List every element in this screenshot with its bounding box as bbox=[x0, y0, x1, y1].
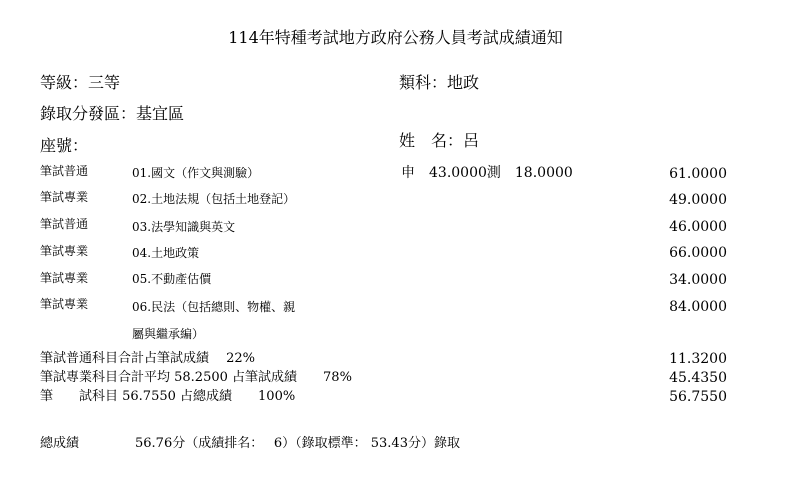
subject-type: 筆試專業 bbox=[40, 297, 89, 311]
subject-type: 筆試專業 bbox=[40, 271, 89, 285]
subject-name: 05.不動產估價 bbox=[132, 272, 212, 286]
subject-name-continued: 屬與繼承編） bbox=[132, 327, 205, 341]
page-title: 114年特種考試地方政府公務人員考試成績通知 bbox=[228, 28, 563, 47]
subject-type: 筆試專業 bbox=[40, 190, 89, 204]
subject-name: 02.土地法規（包括土地登記） bbox=[132, 192, 296, 206]
name-label: 姓 名：呂 bbox=[399, 131, 480, 150]
subject-type: 筆試普通 bbox=[40, 217, 89, 231]
category-label: 類科：地政 bbox=[399, 73, 480, 92]
district-label: 錄取分發區：基宜區 bbox=[40, 104, 185, 123]
subject-name: 01.國文（作文與測驗） bbox=[132, 166, 260, 180]
subject-score: 84.0000 bbox=[669, 299, 727, 315]
subject-score: 49.0000 bbox=[669, 192, 727, 208]
subject-name: 06.民法（包括總則、物權、親 bbox=[132, 300, 296, 314]
subject-score: 46.0000 bbox=[669, 219, 727, 235]
subject-score: 61.0000 bbox=[669, 166, 727, 182]
grade-label: 等級：三等 bbox=[40, 73, 121, 92]
summary-general-label: 筆試普通科目合計占筆試成績 22% bbox=[40, 351, 256, 366]
subject-score: 34.0000 bbox=[669, 272, 727, 288]
subject-name: 03.法學知識與英文 bbox=[132, 220, 236, 234]
summary-written-label: 筆 試科目 56.7550 占總成績 100% bbox=[40, 389, 296, 404]
subject-name: 04.土地政策 bbox=[132, 246, 200, 260]
subject-detail: 申 43.0000測 18.0000 bbox=[401, 165, 573, 181]
summary-professional-value: 45.4350 bbox=[669, 370, 727, 386]
total-result: 56.76分（成績排名： 6）（錄取標準： 53.43分）錄取 bbox=[135, 436, 460, 451]
summary-general-value: 11.3200 bbox=[669, 351, 727, 367]
total-label: 總成績 bbox=[40, 436, 80, 451]
seat-label: 座號： bbox=[40, 136, 89, 155]
summary-written-value: 56.7550 bbox=[669, 389, 727, 405]
subject-type: 筆試普通 bbox=[40, 164, 89, 178]
subject-score: 66.0000 bbox=[669, 245, 727, 261]
subject-type: 筆試專業 bbox=[40, 244, 89, 258]
summary-professional-label: 筆試專業科目合計平均 58.2500 占筆試成績 78% bbox=[40, 370, 352, 385]
